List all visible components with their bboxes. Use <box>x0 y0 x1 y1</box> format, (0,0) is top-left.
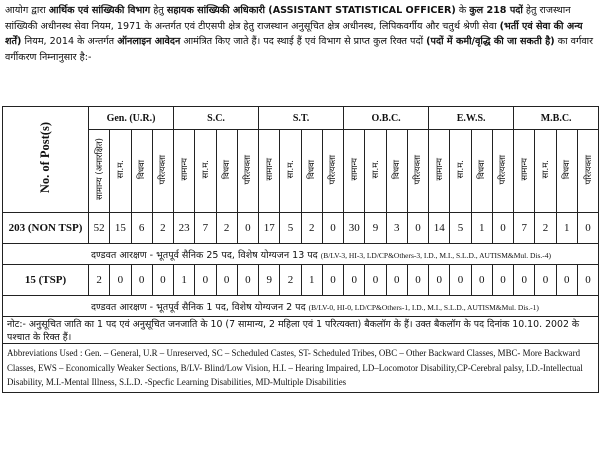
group-header: Gen. (U.R.) <box>89 107 174 130</box>
posts-header: No. of Post(s) <box>3 107 89 213</box>
table-cell: 6 <box>131 213 152 244</box>
intro-paragraph <box>5 3 595 65</box>
table-cell: 0 <box>386 265 407 296</box>
group-header: S.T. <box>259 107 344 130</box>
table-cell: 0 <box>237 265 258 296</box>
table-row-tsp <box>3 265 599 296</box>
group-header: S.C. <box>174 107 259 130</box>
table-cell: 0 <box>407 213 428 244</box>
abbreviations: Abbreviations Used : Gen. – General, U.R – Unreserved, SC – Scheduled Castes, ST- Scheduled Tribes, OBC – Other Backward Classes, MBC- More Backward Classes, EWS – Economically Weaker Sections, B/LV- Blind/Low Vision, H.I. – Hearing Impaired, LD–Locomotor Disability,CP-Cerebral palsy, I.D.-Intellectual Disability, M.I.-Mental Illness, S.L.D. -Specfic Learning Disabilities, MD-Multiple Disabilities <box>3 344 599 393</box>
subheader: सामान्य <box>174 130 195 213</box>
table-cell: 0 <box>492 213 513 244</box>
table-cell: 0 <box>365 265 386 296</box>
table-cell: 7 <box>195 213 216 244</box>
table-cell: 0 <box>237 213 258 244</box>
subheader: सा.म. <box>365 130 386 213</box>
intro-bold-text: (पदों में कमी/वृद्धि की जा सकती है) <box>426 36 555 47</box>
group-header: M.B.C. <box>514 107 599 130</box>
post-name: सहायक सांख्यिकी अधिकारी (ASSISTANT STATISTICAL OFFICER) <box>166 5 456 16</box>
intro-text: आमंत्रित किए जाते हैं। पद स्थाई हैं एवं विभाग से प्राप्त कुल रिक्त पदों <box>180 36 427 47</box>
subheader: सामान्य <box>429 130 450 213</box>
table-cell: 0 <box>429 265 450 296</box>
table-cell: 0 <box>195 265 216 296</box>
subheader: सामान्य <box>514 130 535 213</box>
table-cell: 3 <box>386 213 407 244</box>
group-header-row <box>3 107 599 130</box>
table-cell: 0 <box>556 265 577 296</box>
intro-text: हेतु राजस्थान सांख्यिकी अधीनस्थ सेवा नियम, 1971 के अन्तर्गत एवं टीएसपी क्षेत्र हेतु राजस्थान अनुसूचित क्षेत्र अधीनस्थ, लिपिकवर्गीय और चतुर्थ श्रेणी सेवा <box>5 5 571 32</box>
table-cell: 0 <box>322 213 343 244</box>
table-cell: 1 <box>556 213 577 244</box>
subheader: परित्यक्ता <box>407 130 428 213</box>
subheader: सा.म. <box>535 130 556 213</box>
table-cell: 0 <box>110 265 131 296</box>
subheader: सा.म. <box>450 130 471 213</box>
subheader: परित्यक्ता <box>237 130 258 213</box>
table-cell: 52 <box>89 213 110 244</box>
group-header: O.B.C. <box>344 107 429 130</box>
note-detail: (B/LV-0, HI-0, LD/CP&Others-1, I.D., M.I., S.L.D., AUTISM&Mul. Dis.-1) <box>308 302 539 312</box>
table-cell: 7 <box>514 213 535 244</box>
online-application: ऑनलाइन आवेदन <box>117 36 181 47</box>
table-cell: 2 <box>89 265 110 296</box>
table-row-non-tsp <box>3 213 599 244</box>
reservation-note-tsp <box>3 296 599 317</box>
subheader: विधवा <box>216 130 237 213</box>
table-cell: 0 <box>407 265 428 296</box>
table-cell: 0 <box>492 265 513 296</box>
subheader: परित्यक्ता <box>577 130 598 213</box>
table-cell: 1 <box>301 265 322 296</box>
table-cell: 23 <box>174 213 195 244</box>
table-cell: 0 <box>577 265 598 296</box>
table-cell: 2 <box>280 265 301 296</box>
subheader: विधवा <box>471 130 492 213</box>
row-label: 15 (TSP) <box>3 265 89 296</box>
table-cell: 0 <box>471 265 492 296</box>
table-cell: 0 <box>577 213 598 244</box>
backlog-footnote: नोट:- अनुसूचित जाति का 1 पद एवं अनुसूचित जनजाति के 10 (7 सामान्य, 2 महिला एवं 1 परित्यक्ता) बैकलॉग के हैं। उक्त बैकलॉग के पद दिनांक 10.10. 2002 के पश्चात के रिक्त हैं। <box>3 317 599 344</box>
table-cell: 2 <box>216 213 237 244</box>
intro-text: के <box>455 5 470 16</box>
table-cell: 0 <box>450 265 471 296</box>
table-cell: 0 <box>514 265 535 296</box>
table-cell: 0 <box>131 265 152 296</box>
table-cell: 5 <box>450 213 471 244</box>
group-header: E.W.S. <box>429 107 514 130</box>
table-cell: 17 <box>259 213 280 244</box>
intro-bold-text: (भर्ती एवं सेवा की अन्य शर्तें) <box>5 20 583 47</box>
note-text: दण्डवत आरक्षण - भूतपूर्व सैनिक 25 पद, विशेष योग्यजन 13 पद <box>91 249 321 261</box>
total-posts: कुल 218 पदों <box>469 5 523 16</box>
intro-text: का वर्गवार वर्गीकरण निम्नानुसार है:- <box>5 36 594 63</box>
table-cell: 0 <box>152 265 173 296</box>
subheader: विधवा <box>556 130 577 213</box>
table-cell: 2 <box>301 213 322 244</box>
intro-text: नियम, 2014 के अन्तर्गत <box>21 36 118 47</box>
table-cell: 9 <box>259 265 280 296</box>
subheader: विधवा <box>301 130 322 213</box>
subheader: सा.म. <box>110 130 131 213</box>
subheader: सामान्य (अनारक्षित) <box>89 130 110 213</box>
subheader: परित्यक्ता <box>152 130 173 213</box>
table-cell: 30 <box>344 213 365 244</box>
subheader: विधवा <box>386 130 407 213</box>
table-cell: 2 <box>535 213 556 244</box>
table-cell: 1 <box>174 265 195 296</box>
subheader: परित्यक्ता <box>322 130 343 213</box>
intro-text: हेतु <box>150 5 167 16</box>
table-cell: 0 <box>216 265 237 296</box>
vacancy-table <box>2 106 599 393</box>
subheader: विधवा <box>131 130 152 213</box>
table-cell: 0 <box>322 265 343 296</box>
table-cell: 14 <box>429 213 450 244</box>
note-detail: (B/LV-3, HI-3, LD/CP&Others-3, I.D., M.I., S.L.D., AUTISM&Mul. Dis.-4) <box>320 250 552 260</box>
table-cell: 0 <box>535 265 556 296</box>
subheader-row <box>3 130 599 213</box>
table-cell: 2 <box>152 213 173 244</box>
intro-text: आयोग द्वारा <box>5 5 49 16</box>
subheader: सा.म. <box>280 130 301 213</box>
note-text: दण्डवत आरक्षण - भूतपूर्व सैनिक 1 पद, विशेष योग्यजन 2 पद <box>91 301 309 313</box>
subheader: सामान्य <box>259 130 280 213</box>
reservation-note-non-tsp <box>3 244 599 265</box>
table-cell: 9 <box>365 213 386 244</box>
subheader: सामान्य <box>344 130 365 213</box>
subheader: सा.म. <box>195 130 216 213</box>
table-cell: 15 <box>110 213 131 244</box>
department-name: आर्थिक एवं सांख्यिकी विभाग <box>48 5 151 16</box>
row-label: 203 (NON TSP) <box>3 213 89 244</box>
table-cell: 1 <box>471 213 492 244</box>
subheader: परित्यक्ता <box>492 130 513 213</box>
table-cell: 0 <box>344 265 365 296</box>
table-cell: 5 <box>280 213 301 244</box>
